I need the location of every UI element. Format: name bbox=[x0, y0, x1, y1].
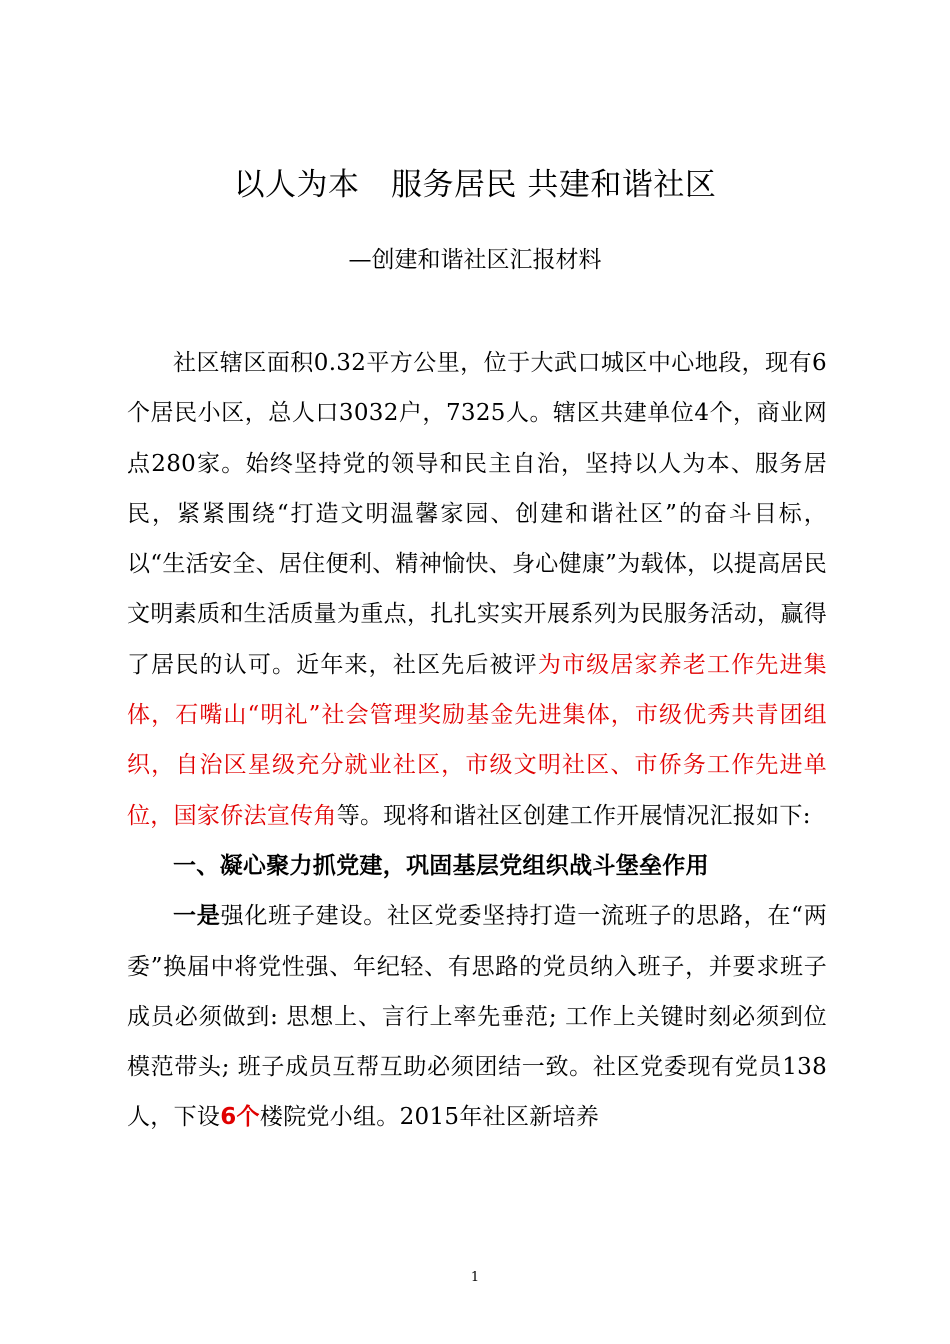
highlight-count: 6个 bbox=[220, 1104, 260, 1131]
section-paragraph bbox=[127, 891, 827, 1142]
document-body bbox=[127, 338, 827, 1143]
paragraph-text: 强化班子建设。社区党委坚持打造一流班子的思路，在“两委”换届中将党性强、年纪轻、有思路的党员纳入班子，并要求班子成员必须做到: 思想上、言行上率先垂范; 工作上关键时刻必须到位模范带头; 班子成员互帮互助必须团结一致。社区党委现有党员138人，下设 bbox=[127, 903, 827, 1131]
section-heading: 一、凝心聚力抓党建，巩固基层党组织战斗堡垒作用 bbox=[173, 852, 709, 879]
paragraph-text-end: 楼院党小组。2015年社区新培养 bbox=[259, 1104, 600, 1131]
document-title: 以人为本 服务居民 共建和谐社区 bbox=[233, 167, 717, 203]
intro-text-end: 等。现将和谐社区创建工作开展情况汇报如下: bbox=[336, 802, 811, 829]
intro-text: 社区辖区面积0.32平方公里，位于大武口城区中心地段，现有6个居民小区，总人口3032户，7325人。辖区共建单位4个，商业网点280家。始终坚持党的领导和民主自治，坚持以人为本、服务居民，紧紧围绕“打造文明温馨家园、创建和谐社区”的奋斗目标，以“生活安全、居住便利、精神愉快、身心健康”为载体，以提高居民文明素质和生活质量为重点，扎扎实实开展系列为民服务活动，赢得了居民的认可。近年来，社区先后被评 bbox=[127, 350, 827, 678]
paragraph-lead: 一是 bbox=[173, 903, 221, 930]
page-number: 1 bbox=[470, 1270, 480, 1285]
document-subtitle: —创建和谐社区汇报材料 bbox=[348, 247, 602, 273]
intro-paragraph bbox=[127, 338, 827, 841]
honors-list-text: 为市级居家养老工作先进集体，石嘴山“明礼”社会管理奖励基金先进集体，市级优秀共青团组织，自治区星级充分就业社区，市级文明社区、市侨务工作先进单位，国家侨法宣传角 bbox=[127, 651, 827, 829]
